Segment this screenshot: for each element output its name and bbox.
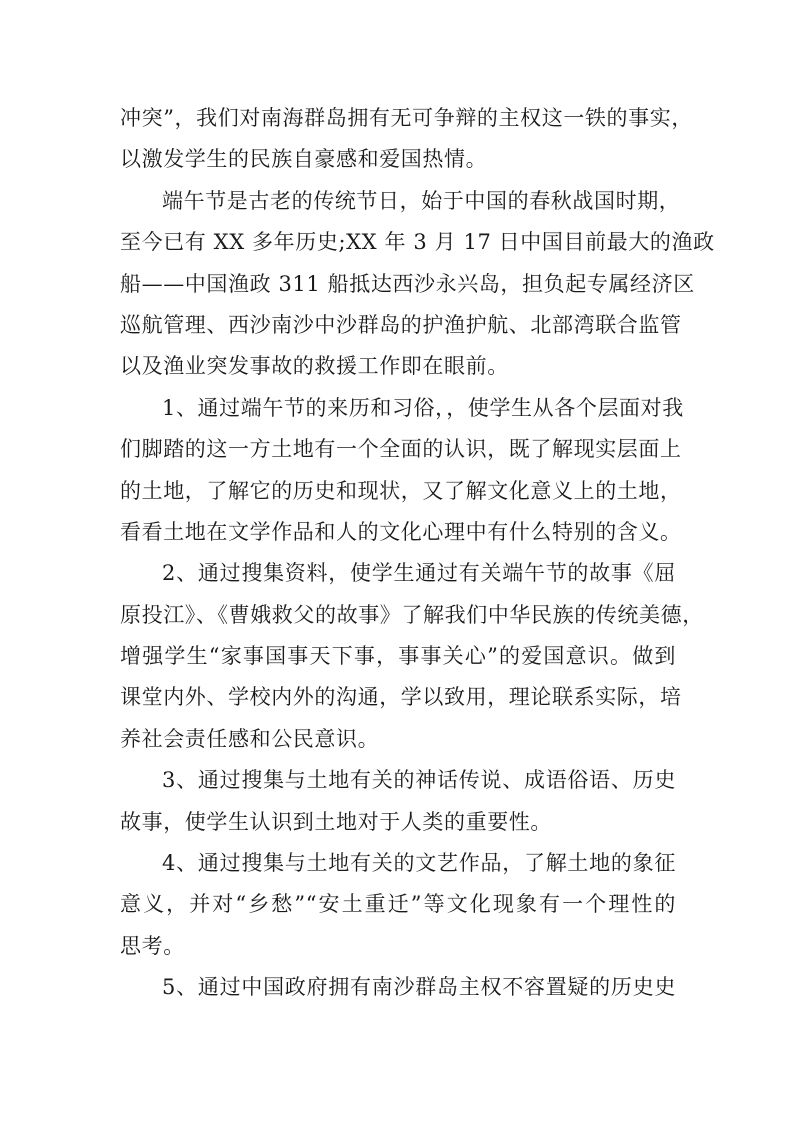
text-line: 思考。 xyxy=(120,933,185,958)
text-line: 冲突”，我们对南海群岛拥有无可争辩的主权这一铁的事实， xyxy=(120,106,693,130)
paragraph xyxy=(120,388,684,554)
text-line: 养社会责任感和公民意识。 xyxy=(120,726,380,751)
text-line: 课堂内外、学校内外的沟通，学以致用，理论联系实际，培 xyxy=(120,685,682,710)
text-line: 3、通过搜集与土地有关的神话传说、成语俗语、历史 xyxy=(162,768,676,793)
paragraph xyxy=(120,843,676,967)
text-line: 增强学生“家事国事天下事，事事关心”的爱国意识。做到 xyxy=(120,644,676,669)
paragraph xyxy=(120,760,676,843)
paragraph xyxy=(120,98,693,181)
document-body xyxy=(120,98,715,1009)
paragraph xyxy=(120,967,676,1008)
text-line: 以及渔业突发事故的救援工作即在眼前。 xyxy=(120,354,509,379)
text-line: 巡航管理、西沙南沙中沙群岛的护渔护航、北部湾联合监管 xyxy=(120,312,682,337)
text-line: 故事，使学生认识到土地对于人类的重要性。 xyxy=(120,809,552,834)
text-line: 1、通过端午节的来历和习俗，，使学生从各个层面对我 xyxy=(162,395,684,420)
text-line: 2、通过搜集资料，使学生通过有关端午节的故事《屈 xyxy=(162,561,676,586)
text-line: 们脚踏的这一方土地有一个全面的认识，既了解现实层面上 xyxy=(120,437,682,462)
text-line: 原投江》、《曹娥救父的故事》了解我们中华民族的传统美德， xyxy=(120,602,704,627)
text-line: 看看土地在文学作品和人的文化心理中有什么特别的含义。 xyxy=(120,519,682,544)
text-line: 端午节是古老的传统节日，始于中国的春秋战国时期， xyxy=(162,188,681,213)
text-line: 船——中国渔政 311 船抵达西沙永兴岛，担负起专属经济区 xyxy=(120,271,695,296)
paragraph xyxy=(120,553,704,760)
paragraph xyxy=(120,181,715,388)
text-line: 5、通过中国政府拥有南沙群岛主权不容置疑的历史史 xyxy=(162,975,676,1000)
text-line: 意义，并对“乡愁”“安土重迁”等文化现象有一个理性的 xyxy=(120,892,676,917)
text-line: 的土地，了解它的历史和现状，又了解文化意义上的土地， xyxy=(120,478,682,503)
text-line: 至今已有 XX 多年历史;XX 年 3 月 17 日中国目前最大的渔政 xyxy=(120,230,715,255)
text-line: 以激发学生的民族自豪感和爱国热情。 xyxy=(120,147,488,172)
text-line: 4、通过搜集与土地有关的文艺作品，了解土地的象征 xyxy=(162,851,676,876)
